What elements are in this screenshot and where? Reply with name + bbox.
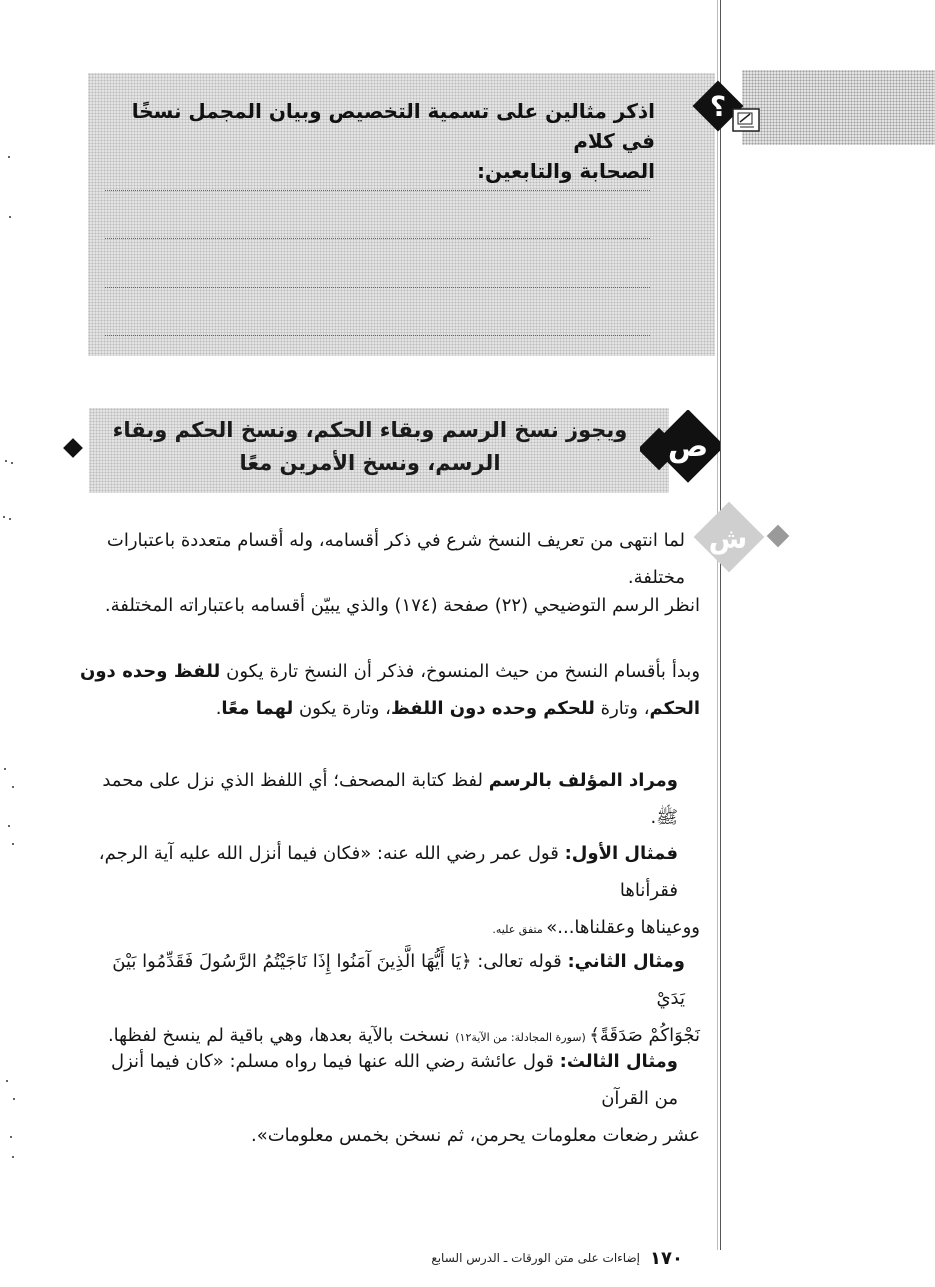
margin-speck [4,768,6,770]
exercise-tab-shade [742,70,935,145]
example-two [85,943,700,1056]
rasm-text: لفظ كتابة المصحف؛ أي اللفظ الذي نزل على محمد ﷺ. [102,770,678,828]
diamond-bullet-icon [61,436,85,460]
text-marker-icon [640,410,720,490]
exercise-prompt-line1: اذكر مثالين على تسمية التخصيص وبيان المجمل نسخًا في كلام [131,99,655,153]
margin-speck [3,516,5,518]
explanation-marker-letter: ش [708,522,748,555]
example-one-text: قول عمر رضي الله عنه: «فكان فيما أنزل الله عليه آية الرجم، فقرأناها [98,843,678,901]
margin-speck [8,825,10,827]
margin-speck [12,843,14,845]
section-heading [110,414,630,480]
example-three [85,1043,700,1154]
section-heading-line2: الرسم، ونسخ الأمرين معًا [239,451,501,475]
example-one-label: فمثال الأول: [564,843,678,864]
margin-speck [10,1136,12,1138]
margin-speck [8,156,10,158]
example-two-text: قوله تعالى: ﴿يَا أَيُّهَا الَّذِينَ آمَنُوا إِذَا نَاجَيْتُمُ الرَّسُولَ فَقَدِّمُوا بَيْنَ يَدَيْ [112,951,685,1009]
example-one [85,835,700,948]
example-two-ref: (سورة المجادلة: من الآية١٢) [455,1031,590,1044]
rasm-paragraph [85,762,678,836]
answer-line[interactable] [105,238,650,239]
page-gutter-line [717,0,718,1250]
example-one-note: متفق عليه. [492,923,547,936]
division-text: ، وتارة يكون [293,698,391,719]
margin-speck [12,1156,14,1158]
example-three-text2: عشر رضعات معلومات يحرمن، ثم نسخن بخمس معلومات». [251,1125,700,1146]
division-term-both: لهما معًا [221,698,294,719]
reference-paragraph: انظر الرسم التوضيحي (٢٢) صفحة (١٧٤) والذي يبيّن أقسامه باعتباراته المختلفة. [104,595,700,616]
margin-speck [5,460,7,462]
page-number: ١٧٠ [650,1248,683,1269]
intro-paragraph: لما انتهى من تعريف النسخ شرع في ذكر أقسامه، وله أقسام متعددة باعتبارات مختلفة. [106,530,685,588]
exercise-prompt-line2: الصحابة والتابعين: [476,159,655,183]
division-term-lafz: للفظ وحده دون [80,661,221,682]
margin-speck [9,518,11,520]
division-text: وبدأ بأقسام النسخ من حيث المنسوخ، فذكر أن النسخ تارة يكون [220,661,701,682]
margin-speck [6,1080,8,1082]
example-two-text2: نَجْوَاكُمْ صَدَقَةً﴾ [589,1025,700,1046]
example-three-label: ومثال الثالث: [559,1051,678,1072]
section-heading-line1: ويجوز نسخ الرسم وبقاء الحكم، ونسخ الحكم وبقاء [112,418,628,442]
margin-speck [11,462,13,464]
division-paragraph [80,653,700,727]
division-text: ، وتارة [594,698,650,719]
example-two-text3: نسخت بالآية بعدها، وهي باقية لم ينسخ لفظها. [107,1025,456,1046]
explanation-marker-icon [690,500,800,580]
rasm-term: ومراد المؤلف بالرسم [488,770,678,791]
example-three-text: قول عائشة رضي الله عنها فيما رواه مسلم: «كان فيما أنزل من القرآن [111,1051,678,1109]
division-text: . [215,698,222,719]
text-marker-letter: ص [667,429,709,464]
answer-line[interactable] [105,335,650,336]
running-footer-title: إضاءات على متن الورقات ـ الدرس السابع [431,1251,640,1265]
exercise-prompt [100,96,655,186]
margin-speck [13,1098,15,1100]
svg-text:؟: ؟ [709,90,727,123]
division-term-hukm-only: للحكم وحده دون اللفظ [391,698,595,719]
example-two-label: ومثال الثاني: [567,951,685,972]
example-one-text2: ووعيناها وعقلناها...» [546,917,700,938]
pen-paper-icon [732,108,760,132]
margin-speck [12,786,14,788]
division-term-hukm: الحكم [649,698,700,719]
page-margin-rule [720,0,721,1250]
answer-line[interactable] [105,190,650,191]
answer-line[interactable] [105,287,650,288]
margin-speck [9,216,11,218]
